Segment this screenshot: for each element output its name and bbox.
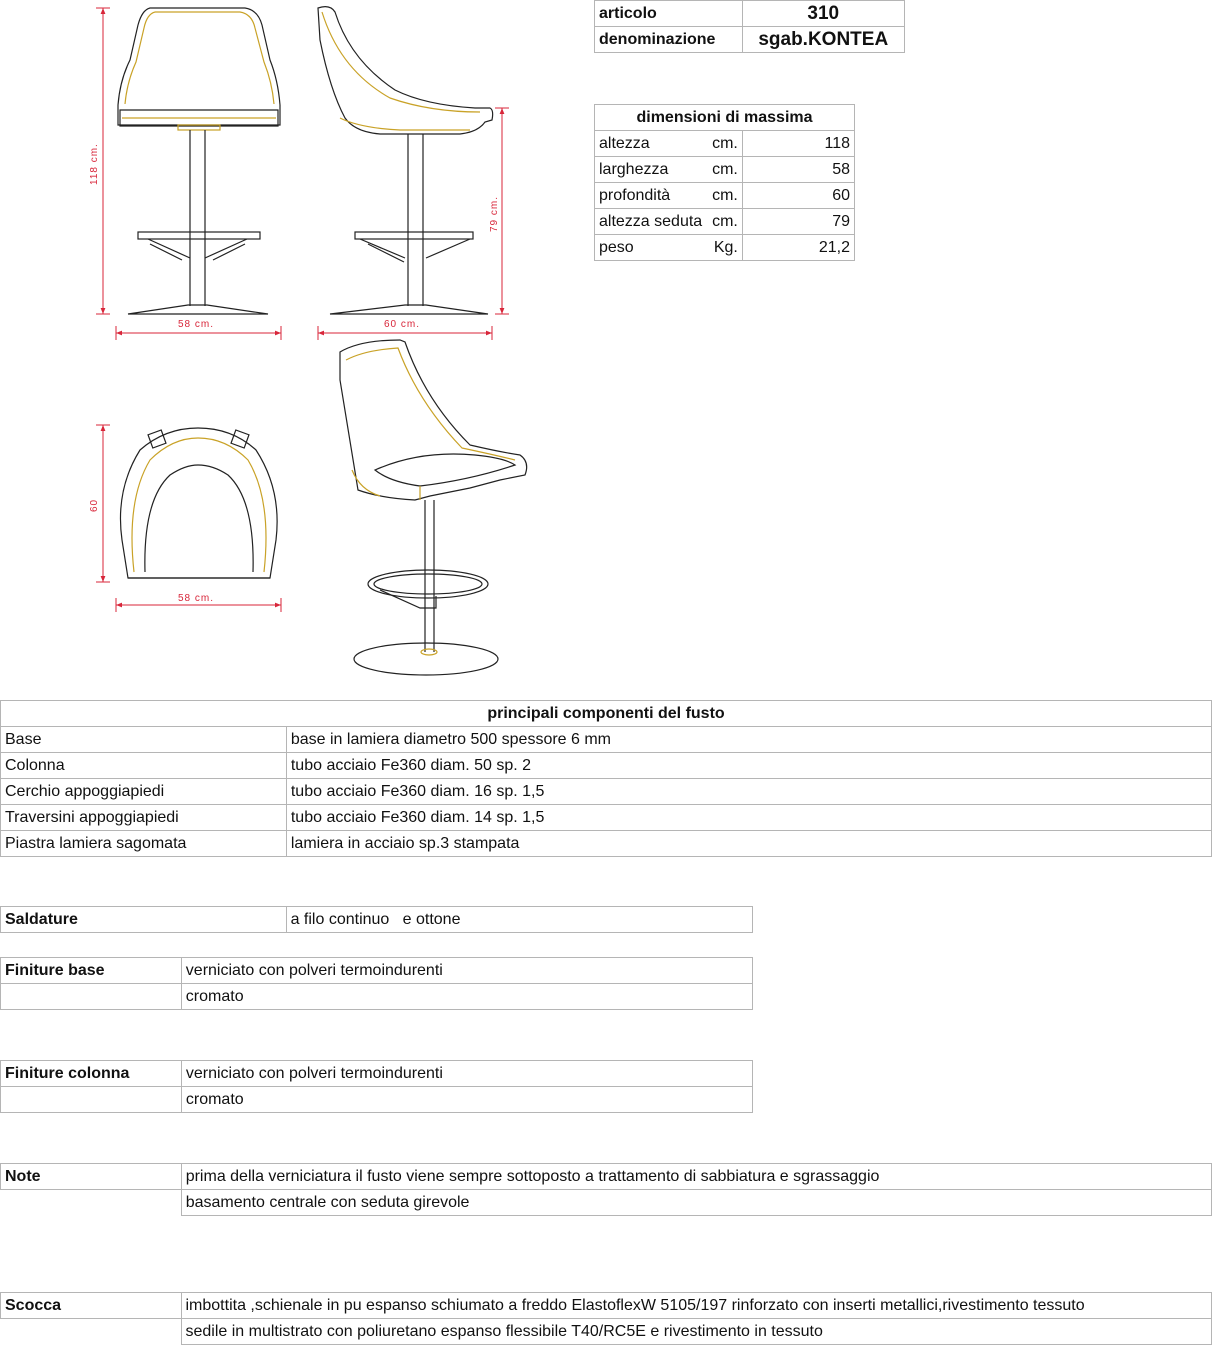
dimension-row xyxy=(595,235,855,261)
table-row xyxy=(1,753,1212,779)
scocca-value: sedile in multistrato con poliuretano espanso flessibile T40/RC5E e rivestimento in tessuto xyxy=(181,1319,1212,1345)
dimension-value: 118 xyxy=(742,131,854,157)
empty-cell xyxy=(1,984,182,1010)
dimension-unit: cm. xyxy=(712,135,738,152)
dimension-unit: cm. xyxy=(712,213,738,230)
dimension-row xyxy=(595,157,855,183)
empty-cell xyxy=(1,1087,182,1113)
header-table xyxy=(594,0,905,53)
side-view-drawing xyxy=(318,7,493,314)
dimension-label: altezza xyxy=(599,135,650,152)
scocca-label: Scocca xyxy=(1,1293,182,1319)
dimension-value: 21,2 xyxy=(742,235,854,261)
dimension-value: 58 xyxy=(742,157,854,183)
finiture-base-label: Finiture base xyxy=(1,958,182,984)
dimensions-title: dimensioni di massima xyxy=(595,105,855,131)
note-table xyxy=(0,1163,1212,1216)
front-height-label: 118 cm. xyxy=(89,143,100,185)
component-desc: lamiera in acciaio sp.3 stampata xyxy=(286,831,1211,857)
dimension-value: 60 xyxy=(742,183,854,209)
top-width-label: 58 cm. xyxy=(178,593,215,604)
articolo-value: 310 xyxy=(742,1,904,27)
finiture-base-table xyxy=(0,957,753,1010)
front-view-drawing xyxy=(118,8,280,314)
top-depth-label: 60 xyxy=(89,498,100,512)
articolo-label: articolo xyxy=(595,1,743,27)
dimension-unit: cm. xyxy=(712,187,738,204)
top-view-drawing xyxy=(120,428,277,578)
component-name: Colonna xyxy=(1,753,287,779)
scocca-table xyxy=(0,1292,1212,1345)
dimension-label: altezza seduta xyxy=(599,213,703,230)
finiture-colonna-label: Finiture colonna xyxy=(1,1061,182,1087)
dimension-value: 79 xyxy=(742,209,854,235)
component-name: Piastra lamiera sagomata xyxy=(1,831,287,857)
finiture-colonna-value: cromato xyxy=(181,1087,752,1113)
denominazione-label: denominazione xyxy=(595,27,743,53)
empty-cell xyxy=(1,1190,182,1216)
finiture-colonna-value: verniciato con polveri termoindurenti xyxy=(181,1061,752,1087)
empty-cell xyxy=(1,1319,182,1345)
dimension-unit: cm. xyxy=(712,161,738,178)
component-desc: tubo acciaio Fe360 diam. 50 sp. 2 xyxy=(286,753,1211,779)
component-desc: base in lamiera diametro 500 spessore 6 mm xyxy=(286,727,1211,753)
table-row xyxy=(1,779,1212,805)
saldature-label: Saldature xyxy=(1,907,287,933)
dimension-row xyxy=(595,183,855,209)
front-width-label: 58 cm. xyxy=(178,319,215,330)
scocca-value: imbottita ,schienale in pu espanso schiumato a freddo ElastoflexW 5105/197 rinforzato con inserti metallici,rivestimento tessuto xyxy=(181,1293,1212,1319)
finiture-base-value: cromato xyxy=(181,984,752,1010)
dimension-row xyxy=(595,209,855,235)
front-dimension-lines xyxy=(96,8,281,340)
note-value: basamento centrale con seduta girevole xyxy=(181,1190,1211,1216)
side-depth-label: 60 cm. xyxy=(384,319,421,330)
saldature-table xyxy=(0,906,753,933)
component-desc: tubo acciaio Fe360 diam. 16 sp. 1,5 xyxy=(286,779,1211,805)
components-title: principali componenti del fusto xyxy=(1,701,1212,727)
dimension-label: peso xyxy=(599,239,634,256)
components-table xyxy=(0,700,1212,857)
table-row xyxy=(1,727,1212,753)
table-row xyxy=(1,805,1212,831)
perspective-view-drawing xyxy=(340,340,527,675)
component-name: Traversini appoggiapiedi xyxy=(1,805,287,831)
dimension-label: larghezza xyxy=(599,161,669,178)
dimensions-table xyxy=(594,104,855,261)
note-value: prima della verniciatura il fusto viene sempre sottoposto a trattamento di sabbiatura e sgrassaggio xyxy=(181,1164,1211,1190)
dimension-label: profondità xyxy=(599,187,671,204)
side-seat-height-label: 79 cm. xyxy=(489,195,500,232)
saldature-value: a filo continuo e ottone xyxy=(286,907,752,933)
finiture-base-value: verniciato con polveri termoindurenti xyxy=(181,958,752,984)
denominazione-value: sgab.KONTEA xyxy=(742,27,904,53)
top-dimension-lines xyxy=(96,425,281,612)
dimension-unit: Kg. xyxy=(713,239,738,256)
component-desc: tubo acciaio Fe360 diam. 14 sp. 1,5 xyxy=(286,805,1211,831)
note-label: Note xyxy=(1,1164,182,1190)
dimension-row xyxy=(595,131,855,157)
component-name: Cerchio appoggiapiedi xyxy=(1,779,287,805)
component-name: Base xyxy=(1,727,287,753)
finiture-colonna-table xyxy=(0,1060,753,1113)
table-row xyxy=(1,831,1212,857)
